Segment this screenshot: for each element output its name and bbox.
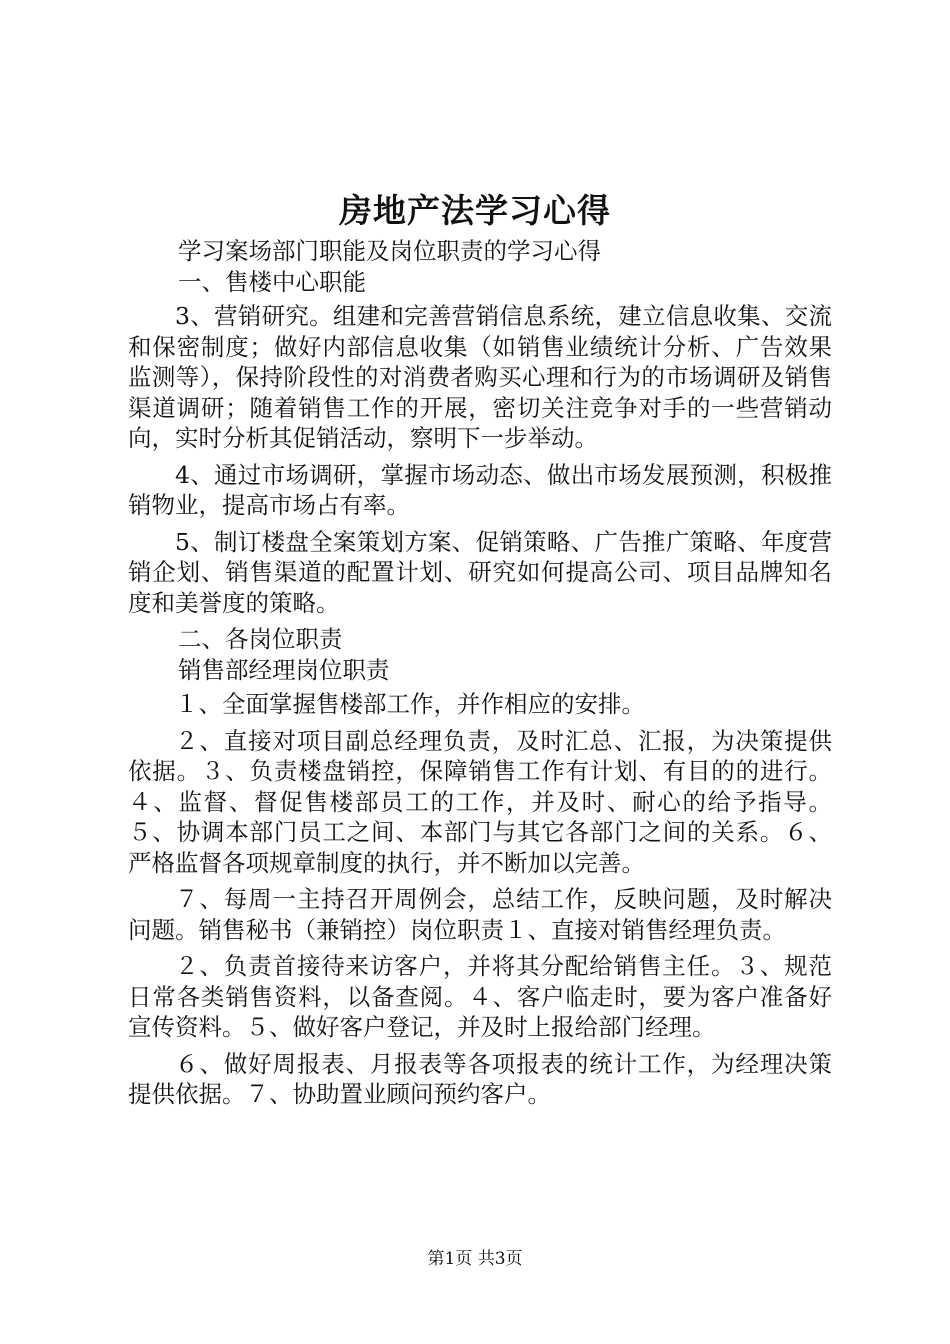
paragraph: 3、营销研究。组建和完善营销信息系统，建立信息收集、交流和保密制度；做好内部信息收集（如销售业绩统计分析、广告效果监测等），保持阶段性的对消费者购买心理和行为的市场调研及销售渠道调研；随着销售工作的开展，密切关注竞争对手的一些营销动向，实时分析其促销活动，察明下一步举动。 xyxy=(128,302,832,452)
paragraph: ７、每周一主持召开周例会，总结工作，反映问题，及时解决问题。销售秘书（兼销控）岗位职责１、直接对销售经理负责。 xyxy=(128,885,832,944)
section-heading: 一、售楼中心职能 xyxy=(178,267,366,296)
document-title: 房地产法学习心得 xyxy=(339,191,611,230)
paragraph: ２、直接对项目副总经理负责，及时汇总、汇报，为决策提供依据。３、负责楼盘销控，保障销售工作有计划、有目的的进行。４、监督、督促售楼部员工的工作，并及时、耐心的给予指导。５、协调本部门员工之间、本部门与其它各部门之间的关系。６、严格监督各项规章制度的执行，并不断加以完善。 xyxy=(128,726,832,877)
section-heading: 销售部经理岗位职责 xyxy=(178,655,390,684)
document-body xyxy=(128,236,832,1116)
paragraph: ２、负责首接待来访客户，并将其分配给销售主任。３、规范日常各类销售资料，以备查阅。４、客户临走时，要为客户准备好宣传资料。５、做好客户登记，并及时上报给部门经理。 xyxy=(128,952,832,1041)
paragraph: 5、制订楼盘全案策划方案、促销策略、广告推广策略、年度营销企划、销售渠道的配置计划、研究如何提高公司、项目品牌知名度和美誉度的策略。 xyxy=(128,527,832,617)
subtitle: 学习案场部门职能及岗位职责的学习心得 xyxy=(178,237,601,265)
paragraph: １、全面掌握售楼部工作，并作相应的安排。 xyxy=(175,690,645,718)
paragraph: ６、做好周报表、月报表等各项报表的统计工作，为经理决策提供依据。７、协助置业顾问预约客户。 xyxy=(128,1049,832,1108)
page-number: 第1页 共3页 xyxy=(427,1249,523,1269)
section-heading: 二、各岗位职责 xyxy=(178,625,343,653)
paragraph: 4、通过市场调研，掌握市场动态、做出市场发展预测，积极推销物业，提高市场占有率。 xyxy=(128,460,832,519)
